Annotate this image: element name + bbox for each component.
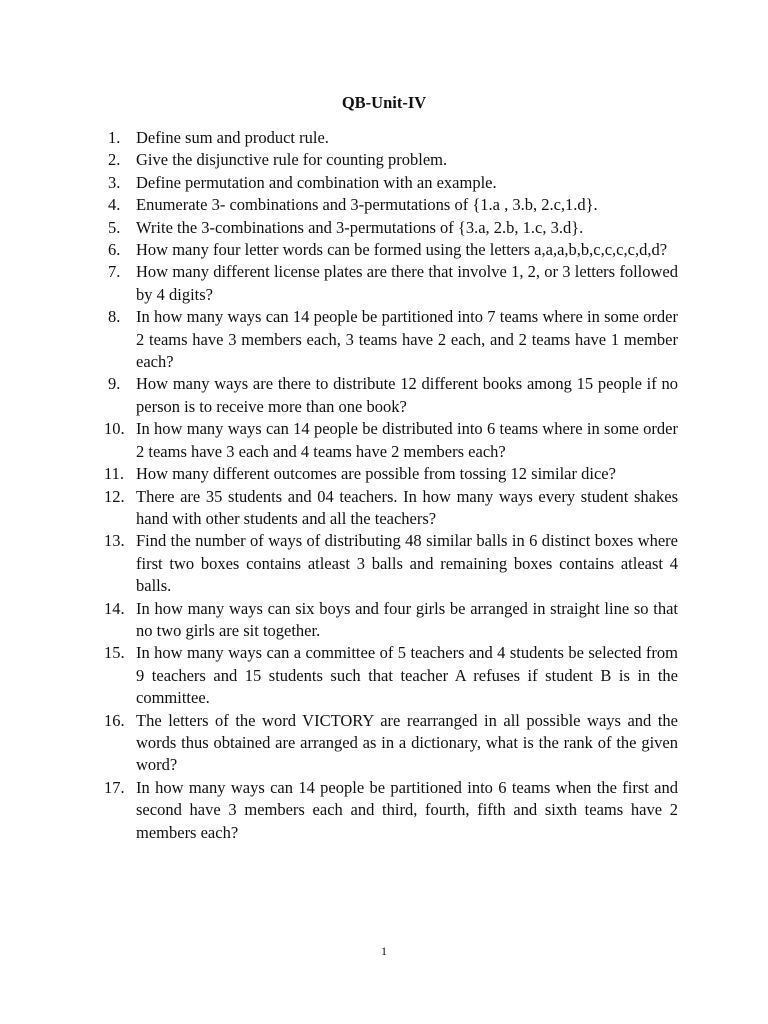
question-text: In how many ways can six boys and four girls be arranged in straight line so that no two girls are sit together. [136,598,678,640]
question-number: 13. [104,531,125,551]
question-number: 5. [108,217,121,237]
question-number: 6. [108,240,121,260]
question-number: 17. [104,777,125,797]
question-item [108,127,678,149]
question-item [108,261,678,306]
question-text: Enumerate 3- combinations and 3-permutations of {1.a , 3.b, 2.c,1.d}. [136,195,598,215]
question-number: 1. [108,128,121,147]
question-number: 3. [108,172,121,192]
question-text: How many ways are there to distribute 12 different books among 15 people if no person is to receive more than one book? [136,374,678,416]
question-text: There are 35 students and 04 teachers. In how many ways every student shakes hand with other students and all the teachers? [136,486,678,528]
question-number: 2. [108,150,121,170]
question-number: 7. [108,262,121,282]
question-item [108,172,678,194]
question-text: In how many ways can 14 people be partitioned into 6 teams when the first and second have 3 members each and third, fourth, fifth and sixth teams have 2 members each? [136,777,678,842]
question-list [104,127,678,844]
question-item [108,149,678,171]
question-number: 8. [108,307,121,327]
question-number: 9. [108,374,121,394]
question-number: 14. [104,598,125,618]
question-text: Write the 3-combinations and 3-permutations of {3.a, 2.b, 1.c, 3.d}. [136,217,584,237]
question-number: 15. [104,643,125,663]
question-number: 10. [104,419,125,439]
question-text: In how many ways can 14 people be distributed into 6 teams where in some order 2 teams have 3 each and 4 teams have 2 members each? [136,419,678,461]
question-text: Find the number of ways of distributing 48 similar balls in 6 distinct boxes where first two boxes contains atleast 3 balls and remaining boxes contains atleast 4 balls. [136,531,678,596]
question-item [108,239,678,261]
question-number: 11. [104,464,125,484]
question-item [104,418,678,463]
page-number: 1 [381,944,387,958]
question-text: Define sum and product rule. [136,128,329,147]
question-item [104,642,678,709]
question-item [104,486,678,531]
question-item [108,306,678,373]
question-number: 16. [104,710,125,730]
question-item [108,373,678,418]
question-text: How many different license plates are there that involve 1, 2, or 3 letters followed by 4 digits? [136,262,678,304]
question-item [104,463,678,485]
question-item [108,217,678,239]
question-item [104,598,678,643]
question-text: The letters of the word VICTORY are rearranged in all possible ways and the words thus obtained are arranged as in a dictionary, what is the rank of the given word? [136,710,678,775]
question-item [108,194,678,216]
question-text: Define permutation and combination with an example. [136,172,497,192]
question-number: 4. [108,195,121,215]
question-text: Give the disjunctive rule for counting problem. [136,150,448,170]
document-title: QB-Unit-IV [341,93,427,112]
question-text: How many four letter words can be formed using the letters a,a,a,b,b,c,c,c,c,d,d? [136,240,668,260]
question-item [104,777,678,844]
question-text: In how many ways can a committee of 5 teachers and 4 students be selected from 9 teachers and 15 students such that teacher A refuses if student B is in the committee. [136,643,678,708]
question-number: 12. [104,486,125,506]
question-item [104,530,678,597]
question-item [104,710,678,777]
question-text: In how many ways can 14 people be partitioned into 7 teams where in some order 2 teams have 3 members each, 3 teams have 2 each, and 2 teams have 1 member each? [136,307,678,372]
question-text: How many different outcomes are possible from tossing 12 similar dice? [136,464,616,484]
